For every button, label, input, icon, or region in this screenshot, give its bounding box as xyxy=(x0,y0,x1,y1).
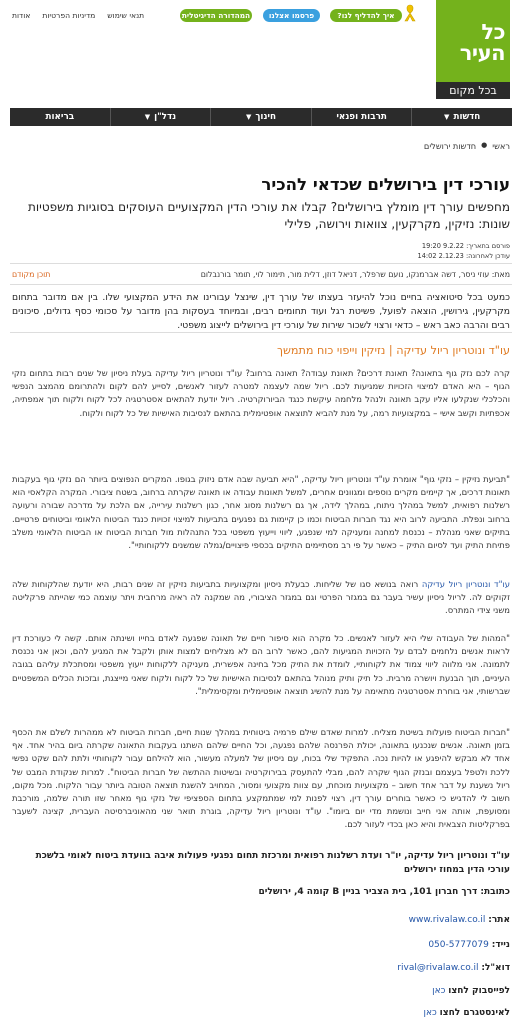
leak-tip-button[interactable]: איך להדליף לנו? xyxy=(330,9,402,22)
contact-phone xyxy=(12,938,510,952)
paragraph: "המהות של העבודה שלי היא לעזור לאנשים. כל מקרה הוא סיפור חיים של תאונה שפגעה לאדם בחייו ושינתה אותם. קשה לי כעורכת דין לראות אנשים נלחמים לבדם על הזכויות המגיעות להם, כאשר לרוב הם לא מצליחים למצות אותן ולקבל את המגיע להם, וכאן אני נכנסת לתמונה. אני מלווה ליווי צמוד את לקוחותיי, לומדת את התיק מכל בחינה אפשרית, מעניקה ללקוחות ייעוץ משפטי ומסתכלת עליהם בגובה העיניים, תוך הבנעת ויושרה מרבית. כל תיק ותיק מנוהל בהתאם לנסיבות האישיות של כל לקוח ולקוח שאני מייצגת, ובזכות הכלים המשפטיים שברשותי, אני בוחרת אסטרטגיה מתאימה על מנת להשיג תוצאה אופטימלית ומקסימלית". xyxy=(12,633,510,696)
about-link[interactable]: אודות xyxy=(12,11,31,20)
paragraph: קרה לכם נזק גוף בתאונה? תאונת דרכים? תאונת עבודה? תאונה ברחוב? עו"ד ונוטריון ריול עדיקה בעלת ניסיון של שנים רבות בתחום נזקי הגוף – היא האדם למיצוי הזכויות שמגיעות לכם. ריול שמה לעצמה למטרה לעזור לאנשים, לסייע להם לקום ולהתרומם מהמצב הנפשי והכלכלי שנקלעו אליו עקב תאונה ולנהל מלחמה עיקשת כנגד הביורוקרטיה. ריול יודעת להתאים אסטרטגיה לכל לקוח ולקוח תוך אמפתיה, אכפתיות וקשב אישי – במקצועיות רמה, על מנת להביא לתוצאה אופטימלית בהתאם לנסיבות האישיות של כל לקוח ולקוח. xyxy=(12,368,510,418)
sponsored-content-label[interactable]: תוכן מקודם xyxy=(12,270,51,279)
article-dates xyxy=(418,241,510,261)
divider xyxy=(10,332,512,333)
phone-link[interactable]: 050-5777079 xyxy=(428,940,489,950)
privacy-link[interactable]: מדיניות הפרטיות xyxy=(42,11,96,20)
yellow-ribbon-icon xyxy=(403,4,417,22)
updated-date: עודכן לאחרונה: 2.12.23 14:02 xyxy=(417,252,510,260)
article-title: עורכי דין בירושלים שכדאי להכיר xyxy=(261,175,510,194)
logo-subtitle: בכל מקום xyxy=(436,82,510,99)
nav-education[interactable] xyxy=(210,108,311,126)
contact-website xyxy=(12,913,510,927)
paragraph: "חברות הביטוח פועלות בשיטת מצליח. למרות שאדם שילם פרמיה ביטוחית במהלך שנות חיים, חברות הביטוח לא ממהרות לשלם את הכסף בזמן תאונה. אנשים שנכנעו בתאונה, יכולת הפרנסה שלהם נפגעה, וכל החיים שלהם השתנו בעקבות התאונה שקרתה ביום בהיר אחד. אף אחד לא מבקש להיפגע או להיות נכה. התפקיד שלי בכוח, עם ניסיון של למעלה מעשור, הוא להילחם עבור לקוחותיי ולתת להם שקט נפשי ללכת ולטפל בעצמם ובנזק הגוף שקרה להם, מבלי להתעסק בבירוקרטיה ובשיטות ההתשה של חברות הביטוח". למרות שנקודת המבט של ריול נשענת על דבר אחד חשוב – מקצועיות מוכחת, עם צוות מקצועי ומסור, המחויב להשגת תוצאה הטובה ביותר עבור הלקוח. מכל מקום, חשוב לי להדגיש כי כאשר בוחרים עורך דין, רצוי לפנות למי שמתמקצע בתחום הספציפי של נזקי גוף מאחר שזו תורה שלמה, מורכבת ומסועפת, אותה אני חייב ונושמת מדי יום ביומו". עו"ד ונוטריון ריול עדיקה, בוגרת תואר שני מהאוניברסיטה העברית, קצינה לשעבר בפרקליטות הצבאית והיא כאן בכדי לעזור לכם. xyxy=(12,727,510,830)
top-links xyxy=(12,9,144,22)
main-nav xyxy=(10,108,512,126)
logo-line2: העיר xyxy=(459,41,505,65)
divider xyxy=(10,263,512,264)
lawyer-credentials: עו"ד ונוטריון ריול עדיקה, יו"ר ועדת רשלנות רפואית ומרכזת תחום נפגעי פעולות איבה בוועדת ביטוח לאומי בלשכת עורכי הדין במחוז ירושלים xyxy=(35,851,510,875)
nav-health-label: בריאות xyxy=(45,112,75,122)
nav-culture[interactable] xyxy=(311,108,412,126)
nav-culture-label: תרבות ופנאי xyxy=(336,112,387,122)
article-subtitle: מחפשים עורך דין מומלץ בירושלים? קבלו את עורכי הדין המקצועיים העוסקים בסוגיות משפטיות שונות: נזיקין, מקרקעין, צוואות וירושה, פלילי xyxy=(27,200,510,231)
contact-address: כתובת: דרך חברון 101, בית הצביר בניין B קומה 4, ירושלים xyxy=(258,887,510,897)
paragraph xyxy=(12,578,510,618)
terms-link[interactable]: תנאי שימוש xyxy=(107,11,145,20)
paragraph: "תביעת נזיקין – נזקי גוף" אומרת עו"ד ונוטריון ריול עדיקה, "היא תביעה שבה אדם ניזוק בגופו. המקרים הנפוצים ביותר הם נזקי גוף בעקבות תאונות דרכים, אך קיימים מקרים נוספים ומגוונים אחרים, למשל תאונות עבודה או תאונה שקרתה ברחוב, בשטח ציבורי. המקרה הקלאסי הוא רשלנות רפואית, למשל במהלך ניתוח, במהלך לידה, אך גם רשלנות מסוג אחר, כגון רשלנות עירייה, אם הלכת על מדרכה שבורה ורעועה ברחוב ונפלת. התביעה לרוב היא נגד חברות הביטוח וכמו כן קיימות גם נפגעים בתביעות למיצוי זכויות כנגד הביטוח הלאומי וביטוחים פרטיים. בתיקים שאני מנהלת – נכנסת למחנה ומעניקה למי שנפגע, ליווי וייעוץ משפטי בכל התנהלות מול חברות הביטוח או הביטוח הלאומי משלב פתיחת התיק ועד לסיום התיק – כאשר על פי רב מסתיימים התיקים בכספי פיצויים/גמלה שמשנים ללקוחותיי". xyxy=(12,474,510,551)
breadcrumb xyxy=(424,140,510,153)
logo-line1: כל xyxy=(481,20,505,44)
website-label: אתר: xyxy=(488,915,510,925)
published-date: פורסם בתאריך: 9.2.22 19:20 xyxy=(421,242,510,250)
nav-realestate-label: נדל"ן xyxy=(154,112,177,122)
logo-title xyxy=(439,22,505,64)
email-link[interactable]: rival@rivalaw.co.il xyxy=(397,963,479,973)
chevron-down-icon: ▼ xyxy=(144,113,151,121)
website-link[interactable]: www.rivalaw.co.il xyxy=(408,915,486,925)
divider xyxy=(10,284,512,285)
facebook-label: לפייסבוק לחצו xyxy=(448,986,510,996)
nav-realestate[interactable] xyxy=(110,108,211,126)
contact-facebook xyxy=(12,984,510,998)
contact-instagram xyxy=(12,1006,510,1020)
breadcrumb-home[interactable]: ראשי xyxy=(492,141,510,151)
paragraph-text: רואה בנושא סגו של שליחות. כבעלת ניסיון ומקצועיות בתביעות נזיקין זה שנים רבות, היא יודעת שהלקוחות שלה זקוקים לה. לריול ניסיון עשיר בעבר גם במגזר הפרטי וגם במגזר הציבורי, מה שמקנה לה ראיה מרחבית ויתר עוצמה כמי שהייתה פרקליטה משני צידי המתרס. xyxy=(12,579,510,616)
facebook-link[interactable]: כאן xyxy=(432,986,446,996)
breadcrumb-separator-icon: ● xyxy=(481,141,488,149)
instagram-link[interactable]: כאן xyxy=(423,1008,437,1018)
breadcrumb-section[interactable]: חדשות ירושלים xyxy=(423,141,477,151)
article-intro: כמעט בכל סיטואציה בחיים נוכל להיעזר בעצתו של עורך דין, שינצל עבורינו את הידע המקצועי שלו. בין אם מדובר בתחום מקרקעין, גירושין, הוצאה לפועל, פשיטת רגל ועוד תחומים רבים, ובמיוחד בעסקות בהן מדובר על סכומי כסף גדולים, סיכונים רבים והרבה כאב ראש – כדאי ורצוי לשכור שירות של עורכי דין בירושלים לייצוג משפטי. xyxy=(12,292,510,332)
digital-edition-button[interactable]: המהדורה הדיגיטלית xyxy=(181,11,251,20)
contact-email xyxy=(12,961,510,975)
advertise-button[interactable]: פרסמו אצלנו xyxy=(263,9,320,22)
site-header xyxy=(0,0,522,100)
chevron-down-icon: ▼ xyxy=(245,113,252,121)
article-authors: מאת: עוזי ניסר, דשה אברמנקו, נועם שרפלר, דניאל דוזן, דלית מור, תימור לוי, תומר בורנבלום xyxy=(200,270,510,279)
nav-education-label: חינוך xyxy=(255,112,277,122)
site-logo[interactable] xyxy=(436,0,510,99)
nav-news-label: חדשות xyxy=(453,112,481,122)
lawyer-name-link[interactable]: עו"ד ונוטריון ריול עדיקה xyxy=(421,579,510,589)
nav-news[interactable] xyxy=(411,108,512,126)
email-label: דוא"ל: xyxy=(481,963,510,973)
nav-health[interactable] xyxy=(10,108,110,126)
phone-label: נייד: xyxy=(491,940,510,950)
section-title: עו"ד ונוטריון ריול עדיקה | נזיקין וייפוי כוח מתמשך xyxy=(276,344,510,357)
chevron-down-icon: ▼ xyxy=(444,113,450,121)
instagram-label: לאינסטגרם לחצו xyxy=(439,1008,510,1018)
